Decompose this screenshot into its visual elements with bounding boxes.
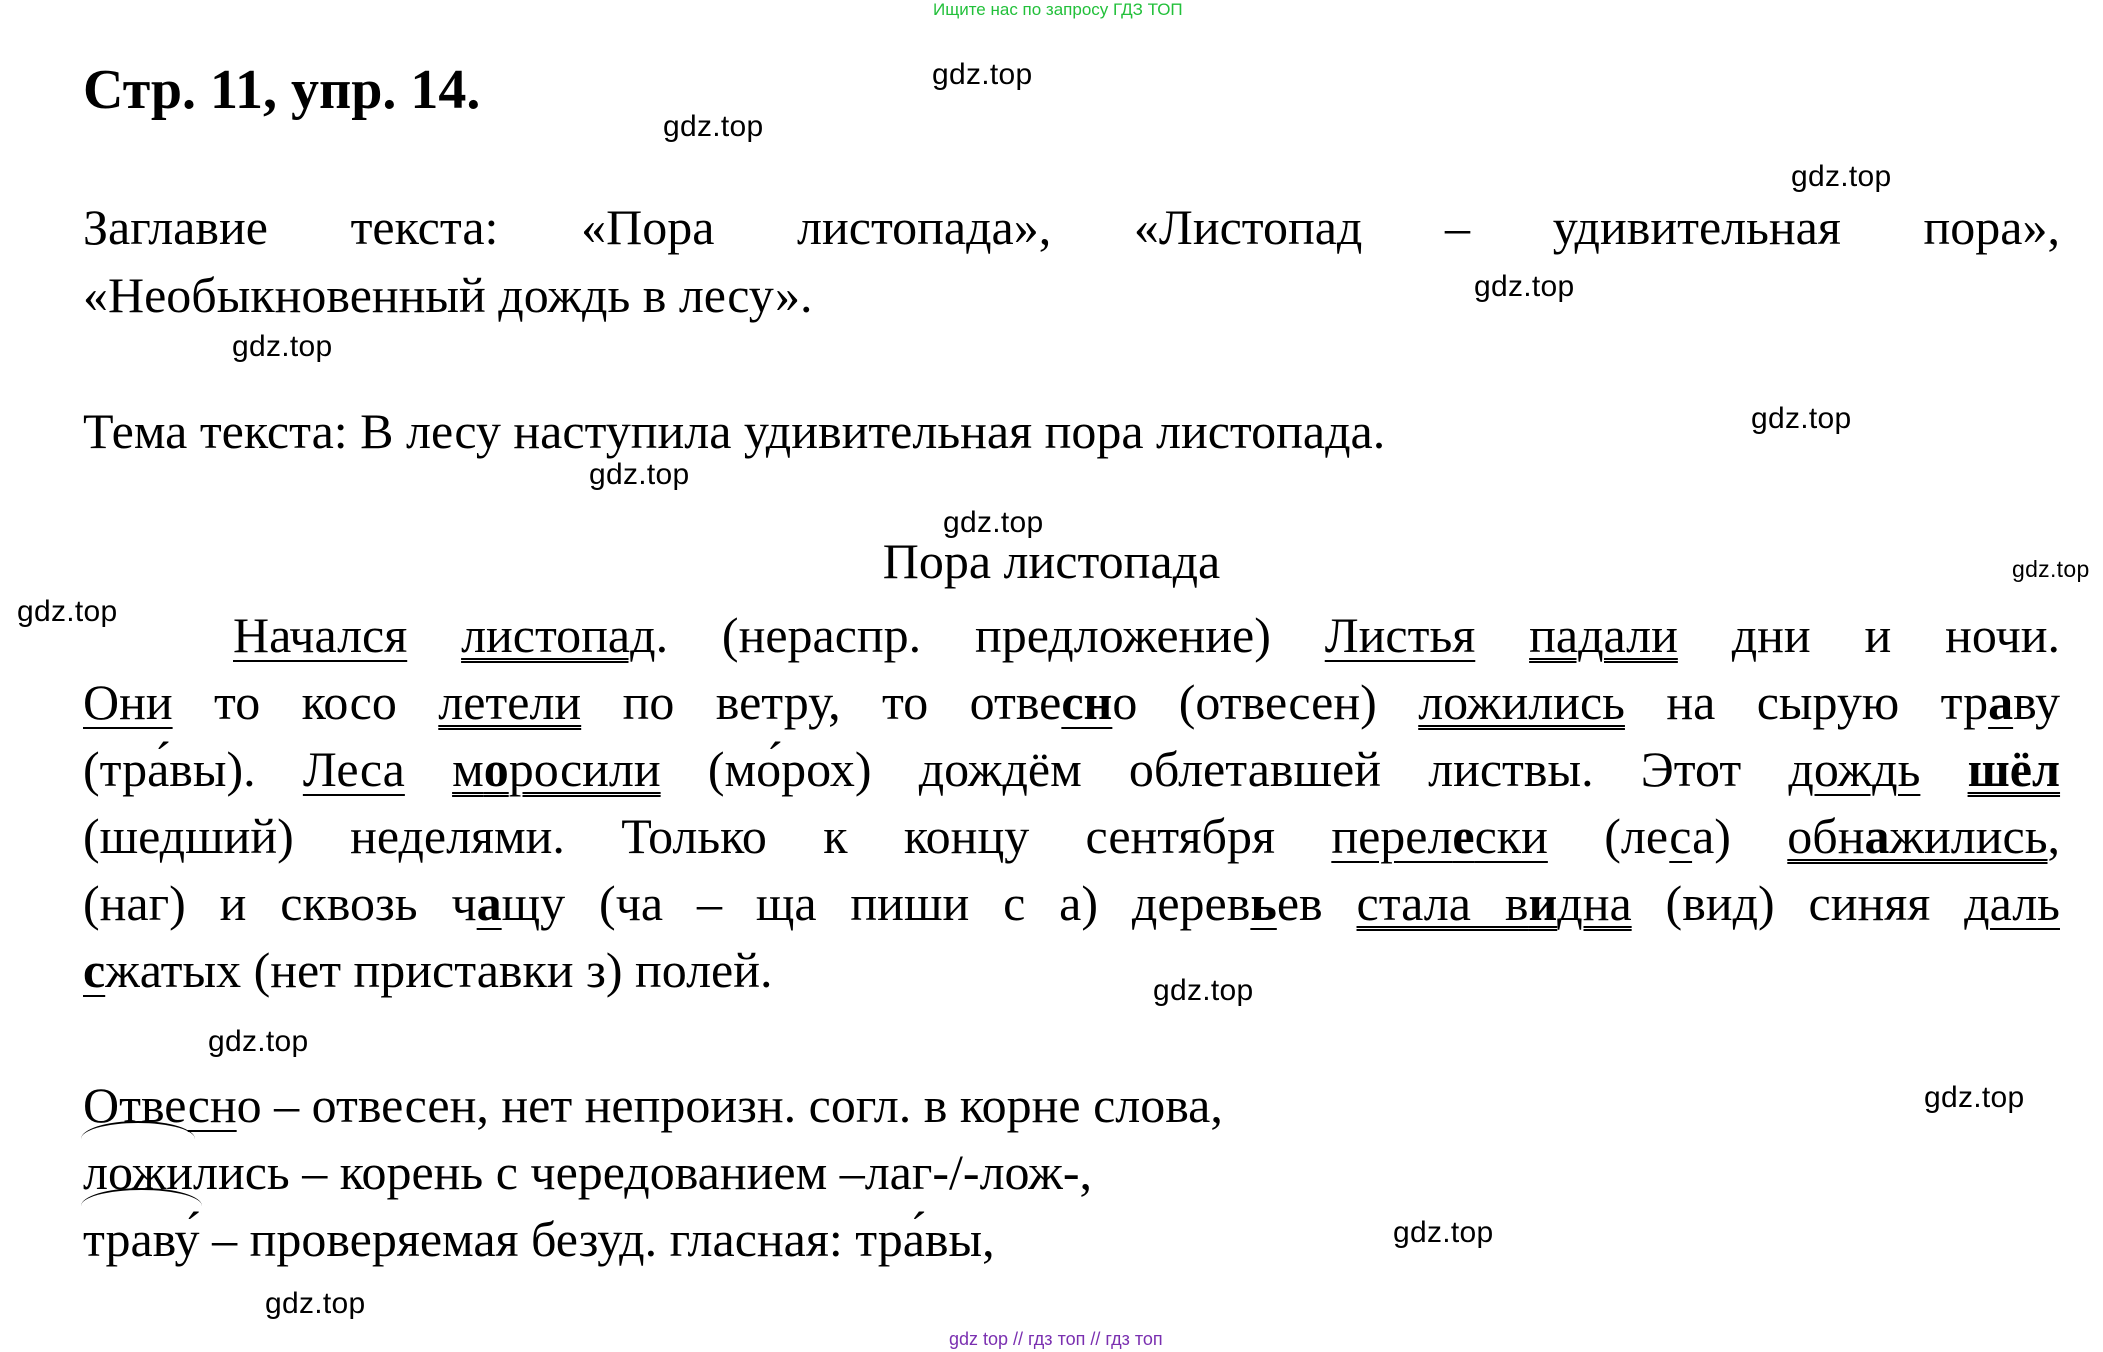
predicate-word: падали (1529, 607, 1678, 663)
predicate-word: листопад (461, 607, 656, 663)
orthogram-letter: а (1988, 674, 2014, 730)
story-line-4: (шедший) неделями. Только к концу сентября перелески (леса) обнажились, (83, 808, 2061, 864)
story-line-2: Они то косо летели по ветру, то отвесно (отвесен) ложились на сырую траву (83, 674, 2061, 730)
story-line-5: (наг) и сквозь чащу (ча – ща пиши с а) деревьев стала видна (вид) синяя даль (83, 875, 2060, 931)
title-line-2: «Необыкновенный дождь в лесу». (83, 267, 813, 323)
subject-word: дождь (1788, 741, 1921, 797)
orthogram-letter: ь (1250, 875, 1277, 931)
subject-word: Они (83, 674, 173, 730)
watermark: gdz.top (1393, 1216, 1494, 1249)
top-banner: Ищите нас по запросу ГДЗ ТОП (933, 0, 1183, 19)
subject-word: Начался (233, 607, 408, 663)
orthogram-letter: с (1669, 808, 1693, 864)
theme-line: Тема текста: В лесу наступила удивительная пора листопада. (83, 403, 1386, 459)
story-line-1: Начался листопад. (нераспр. предложение) Листья падали дни и ночи. (233, 607, 2061, 663)
note-line-2: ложились – корень с чередованием –лаг-/-лож-, (83, 1139, 1092, 1206)
subject-word: Леса (302, 741, 405, 797)
page-heading: Стр. 11, упр. 14. (83, 59, 481, 121)
watermark: gdz.top (943, 506, 1044, 539)
word-arc: траву́ (83, 1206, 200, 1273)
watermark: gdz.top (589, 458, 690, 491)
orthogram-letter: с (83, 942, 106, 998)
story-title: Пора листопада (882, 533, 1221, 589)
note-line-1: Отвесно – отвесен, нет непроизн. согл. в корне слова, (83, 1077, 1223, 1133)
bottom-banner: gdz top // гдз топ // гдз топ (949, 1329, 1163, 1349)
title-line-1: Заглавие текста: «Пора листопада», «Листопад – удивительная пора», (83, 199, 2060, 255)
subject-word: перелески (1331, 808, 1548, 864)
root-arc: ложи (83, 1139, 193, 1206)
subject-word: Листья (1324, 607, 1476, 663)
watermark: gdz.top (232, 330, 333, 363)
story-line-3: (тра́вы). Леса моросили (мо́рох) дождём облетавшей листвы. Этот дождь шёл (83, 741, 2061, 797)
watermark: gdz.top (1924, 1081, 2025, 1114)
note-line-3: траву́ – проверяемая безуд. гласная: тра́вы, (83, 1206, 995, 1273)
story-line-6: сжатых (нет приставки з) полей. (83, 942, 773, 998)
watermark: gdz.top (1791, 160, 1892, 193)
watermark: gdz.top (663, 110, 764, 143)
watermark: gdz.top (1153, 974, 1254, 1007)
watermark: gdz.top (17, 595, 118, 628)
watermark: gdz.top (208, 1025, 309, 1058)
orthogram-letters: сн (187, 1077, 237, 1133)
predicate-word: моросили (452, 741, 661, 797)
watermark: gdz.top (2012, 556, 2090, 582)
orthogram-letter: а (476, 875, 502, 931)
predicate-word: ложились (1418, 674, 1625, 730)
watermark: gdz.top (1474, 270, 1575, 303)
orthogram-letters: сн (1061, 674, 1113, 730)
watermark: gdz.top (265, 1287, 366, 1320)
predicate-word: шёл (1967, 741, 2061, 797)
predicate-word: обнажились (1787, 808, 2048, 864)
watermark: gdz.top (1751, 402, 1852, 435)
subject-word: даль (1964, 875, 2060, 931)
watermark: gdz.top (932, 58, 1033, 91)
predicate-word: летели (438, 674, 582, 730)
predicate-word: стала видна (1356, 875, 1632, 931)
